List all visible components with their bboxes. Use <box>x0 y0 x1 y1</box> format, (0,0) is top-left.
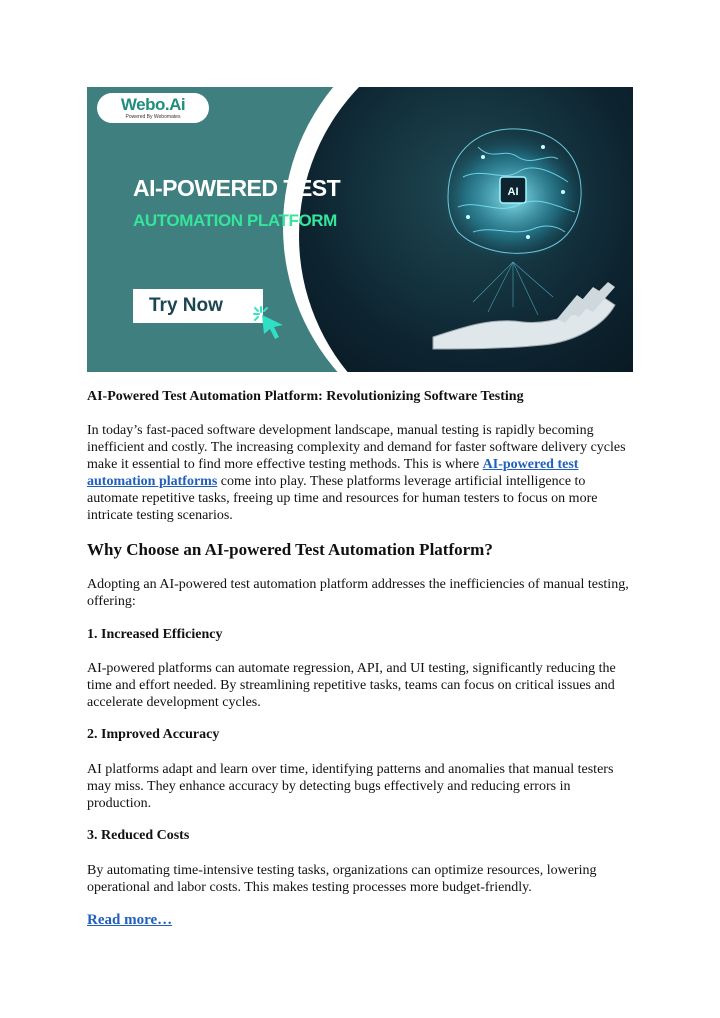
ai-test-automation-link[interactable]: AI-powered test automation platforms <box>87 457 579 489</box>
logo-tagline: Powered By Webomates <box>125 114 181 120</box>
article-title: AI-Powered Test Automation Platform: Revolutionizing Software Testing <box>87 389 524 404</box>
intro-text-end: come into play. These platforms leverage artificial intelligence to automate repetitive tasks, freeing up time and resources for human testers to focus on more intricate testing scenarios. <box>87 474 598 523</box>
ai-chip-label: AI <box>507 186 519 198</box>
section-heading: Why Choose an AI-powered Test Automation Platform? <box>87 540 493 559</box>
banner-headline: AI-POWERED TEST <box>133 175 341 201</box>
banner-subheadline: AUTOMATION PLATFORM <box>133 211 337 230</box>
logo-text: Webo.Ai <box>120 95 186 114</box>
point-heading-efficiency: 1. Increased Efficiency <box>87 627 223 642</box>
point-text-accuracy: AI platforms adapt and learn over time, identifying patterns and anomalies that manual testers may miss. They enhance accuracy by detecting bugs effectively and reducing errors in production. <box>87 762 614 811</box>
webo-ai-logo <box>97 93 209 123</box>
point-text-costs: By automating time-intensive testing tasks, organizations can optimize resources, lowering operational and labor costs. This makes testing processes more budget-friendly. <box>87 863 597 895</box>
ai-brain-hand-illustration <box>353 87 633 372</box>
promo-banner <box>87 87 633 372</box>
intro-paragraph <box>87 422 637 524</box>
point-text-efficiency: AI-powered platforms can automate regression, API, and UI testing, significantly reducing the time and effort needed. By streamlining repetitive tasks, teams can focus on critical issues and accelerate development cycles. <box>87 661 616 710</box>
point-heading-costs: 3. Reduced Costs <box>87 828 190 843</box>
section-intro: Adopting an AI-powered test automation platform addresses the inefficiencies of manual testing, offering: <box>87 577 629 609</box>
try-now-button[interactable]: Try Now <box>133 289 263 323</box>
intro-text-start: In today’s fast-paced software development landscape, manual testing is rapidly becoming inefficient and costly. The increasing complexity and demand for faster software delivery cycles make it essential to find more effective testing methods. This is where <box>87 423 626 472</box>
cursor-click-icon <box>253 305 293 341</box>
point-heading-accuracy: 2. Improved Accuracy <box>87 727 220 742</box>
read-more-link[interactable]: Read more… <box>87 912 173 928</box>
